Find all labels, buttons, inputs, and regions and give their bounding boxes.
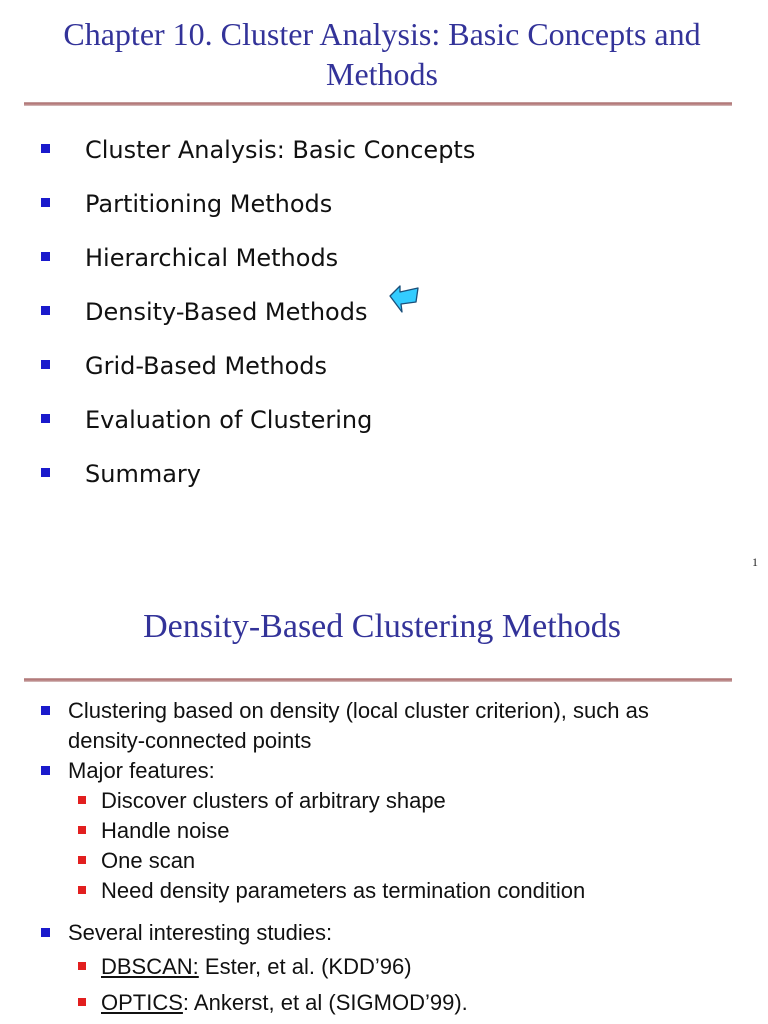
study-link-optics[interactable]: OPTICS	[101, 990, 183, 1015]
outline-item	[0, 346, 475, 400]
pointer-arrow-icon	[388, 282, 422, 318]
square-bullet-icon	[78, 962, 86, 970]
bullet-item	[0, 756, 768, 786]
chapter-outline	[0, 130, 475, 508]
square-bullet-icon	[41, 468, 50, 477]
study-link-dbscan[interactable]: DBSCAN:	[101, 954, 199, 979]
bullet-item	[0, 696, 768, 726]
title-divider	[24, 102, 732, 106]
sub-bullet-item	[0, 786, 768, 816]
sub-bullet-item	[0, 816, 768, 846]
outline-item	[0, 454, 475, 508]
study-citation: : Ankerst, et al (SIGMOD’99).	[182, 990, 468, 1015]
sub-bullet-item	[0, 988, 768, 1018]
outline-item-label: Density-Based Methods	[85, 298, 368, 326]
slide-density-based-methods	[0, 590, 768, 1024]
square-bullet-icon	[41, 252, 50, 261]
square-bullet-icon	[41, 306, 50, 315]
slide-title: Chapter 10. Cluster Analysis: Basic Concepts and Methods	[63, 16, 701, 92]
sub-bullet-text: One scan	[101, 848, 196, 873]
sub-bullet-text: Discover clusters of arbitrary shape	[101, 788, 446, 813]
square-bullet-icon	[41, 198, 50, 207]
sub-bullet-text: Need density parameters as termination condition	[101, 878, 586, 903]
outline-item-label: Summary	[85, 460, 201, 488]
square-bullet-icon	[78, 826, 86, 834]
bullet-text: Major features:	[68, 758, 215, 783]
square-bullet-icon	[78, 796, 86, 804]
sub-bullet-text: Handle noise	[101, 818, 230, 843]
bullet-text: Several interesting studies:	[68, 920, 333, 945]
square-bullet-icon	[41, 928, 50, 937]
bullet-item-continuation	[0, 726, 768, 756]
bullet-text: density-connected points	[68, 728, 312, 753]
page-number: 1	[752, 555, 758, 569]
square-bullet-icon	[41, 144, 50, 153]
square-bullet-icon	[78, 886, 86, 894]
square-bullet-icon	[41, 766, 50, 775]
outline-item	[0, 130, 475, 184]
square-bullet-icon	[78, 998, 86, 1006]
outline-item-label: Hierarchical Methods	[85, 244, 339, 272]
slide-title: Density-Based Clustering Methods	[143, 608, 621, 645]
study-citation: Ester, et al. (KDD’96)	[198, 954, 412, 979]
outline-item	[0, 400, 475, 454]
sub-bullet-item	[0, 952, 768, 982]
sub-bullet-item	[0, 876, 768, 906]
outline-item-label: Evaluation of Clustering	[85, 406, 373, 434]
outline-item	[0, 184, 475, 238]
outline-item-label: Partitioning Methods	[85, 190, 333, 218]
outline-item-label: Cluster Analysis: Basic Concepts	[85, 136, 476, 164]
square-bullet-icon	[41, 414, 50, 423]
bullet-text: Clustering based on density (local cluster criterion), such as	[68, 698, 649, 723]
square-bullet-icon	[41, 360, 50, 369]
bullet-item	[0, 918, 768, 948]
outline-item-label: Grid-Based Methods	[85, 352, 327, 380]
square-bullet-icon	[78, 856, 86, 864]
square-bullet-icon	[41, 706, 50, 715]
title-divider	[24, 678, 732, 682]
sub-bullet-item	[0, 846, 768, 876]
slide-body	[0, 696, 768, 1018]
